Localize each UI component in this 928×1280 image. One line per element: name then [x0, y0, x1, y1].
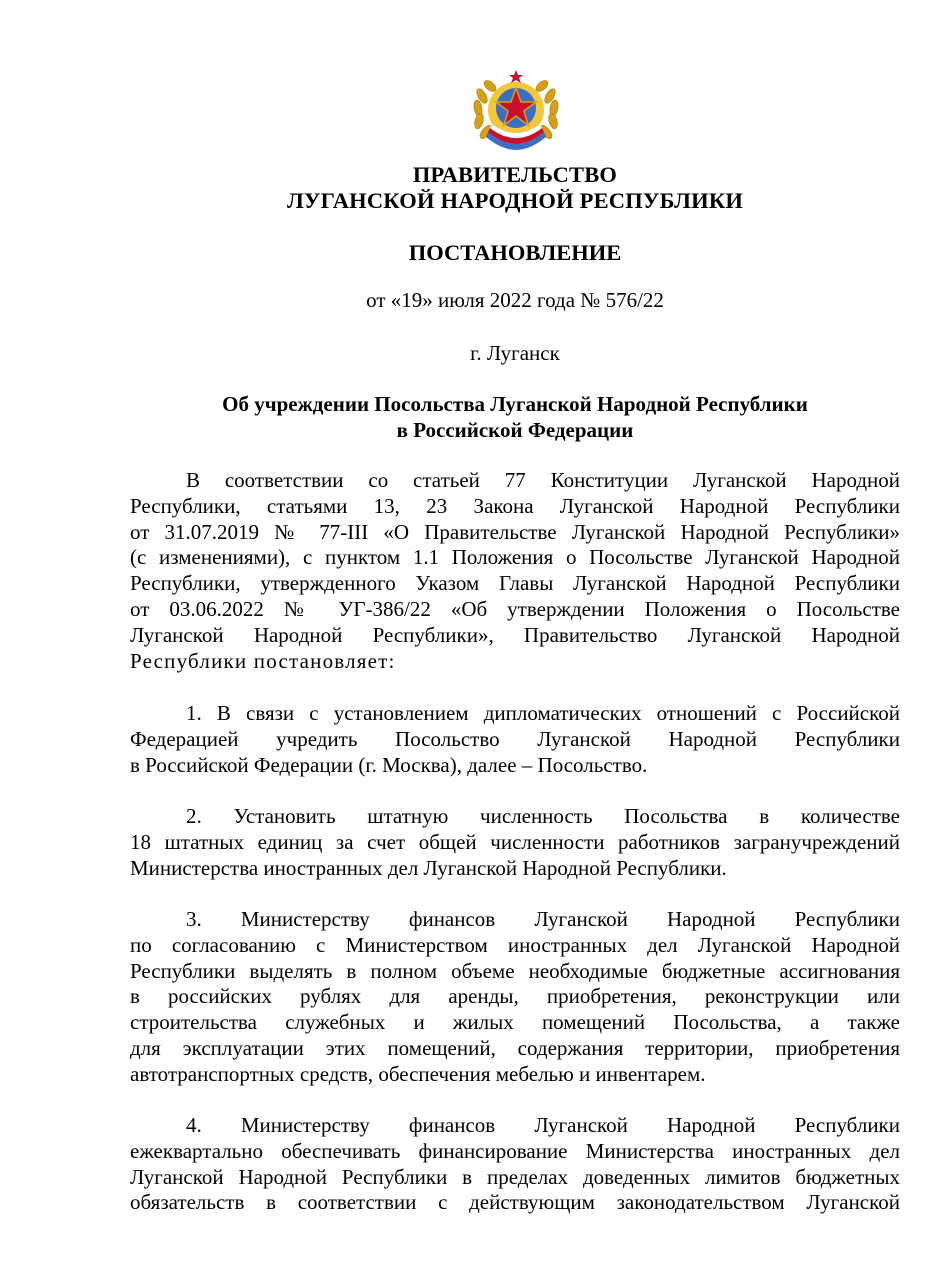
text-line: 18 штатных единиц за счет общей численности работников загранучреждений	[130, 829, 900, 854]
text-line: Федерацией учредить Посольство Луганской Народной Республики	[130, 726, 900, 751]
text-line: В соответствии со статьей 77 Конституции Луганской Народной	[186, 468, 900, 492]
text-line: в российских рублях для аренды, приобретения, реконструкции или	[130, 984, 900, 1009]
item-paragraph-2	[130, 804, 900, 881]
coat-of-arms-emblem	[468, 66, 564, 156]
text-line: Республики выделять в полном объеме необходимые бюджетные ассигнования	[130, 958, 900, 983]
government-line-2: ЛУГАНСКОЙ НАРОДНОЙ РЕСПУБЛИКИ	[286, 188, 744, 213]
text-line: строительства служебных и жилых помещений Посольства, а также	[130, 1010, 900, 1035]
text-line: Республики, статьями 13, 23 Закона Луганской Народной Республики	[130, 493, 900, 518]
text-line: ежеквартально обеспечивать финансирование Министерства иностранных дел	[130, 1138, 900, 1163]
text-line: по согласованию с Министерством иностранных дел Луганской Народной	[130, 932, 900, 957]
text-line: 1. В связи с установлением дипломатических отношений с Российской	[186, 701, 900, 725]
item-paragraph-1	[130, 701, 900, 778]
text-line: 3. Министерству финансов Луганской Народной Республики	[186, 907, 900, 931]
government-line-1: ПРАВИТЕЛЬСТВО	[412, 162, 618, 187]
text-line: Луганской Народной Республики», Правительство Луганской Народной	[130, 622, 900, 647]
text-line: для эксплуатации этих помещений, содержания территории, приобретения	[130, 1035, 900, 1060]
text-line: Министерства иностранных дел Луганской Народной Республики.	[130, 855, 727, 880]
city: г. Луганск	[470, 341, 560, 365]
text-line: Республики постановляет:	[130, 648, 396, 673]
text-line: в Российской Федерации (г. Москва), далее – Посольство.	[130, 752, 648, 777]
text-line: Республики, утвержденного Указом Главы Луганской Народной Республики	[130, 571, 900, 596]
text-line: от 31.07.2019 № 77-III «О Правительстве Луганской Народной Республики»	[130, 519, 900, 544]
text-line: от 03.06.2022 № УГ-386/22 «Об утверждении Положения о Посольстве	[130, 596, 900, 621]
document-title	[130, 391, 900, 443]
date-and-number: от «19» июля 2022 года № 576/22	[366, 288, 664, 312]
text-line: 4. Министерству финансов Луганской Народной Республики	[186, 1113, 900, 1137]
item-paragraph-4	[130, 1113, 900, 1216]
text-line: (с изменениями), с пунктом 1.1 Положения о Посольстве Луганской Народной	[130, 545, 900, 570]
text-line: 2. Установить штатную численность Посольства в количестве	[186, 804, 900, 828]
title-line-1: Об учреждении Посольства Луганской Народной Республики	[222, 392, 808, 416]
document-type: ПОСТАНОВЛЕНИЕ	[408, 240, 622, 265]
title-line-2: в Российской Федерации	[396, 418, 634, 442]
text-line: Луганской Народной Республики в пределах доведенных лимитов бюджетных	[130, 1164, 900, 1189]
item-paragraph-3	[130, 907, 900, 1088]
preamble-paragraph	[130, 468, 900, 674]
text-line: обязательств в соответствии с действующим законодательством Луганской	[130, 1190, 900, 1215]
text-line: автотранспортных средств, обеспечения мебелью и инвентарем.	[130, 1061, 706, 1086]
government-heading	[130, 162, 900, 214]
